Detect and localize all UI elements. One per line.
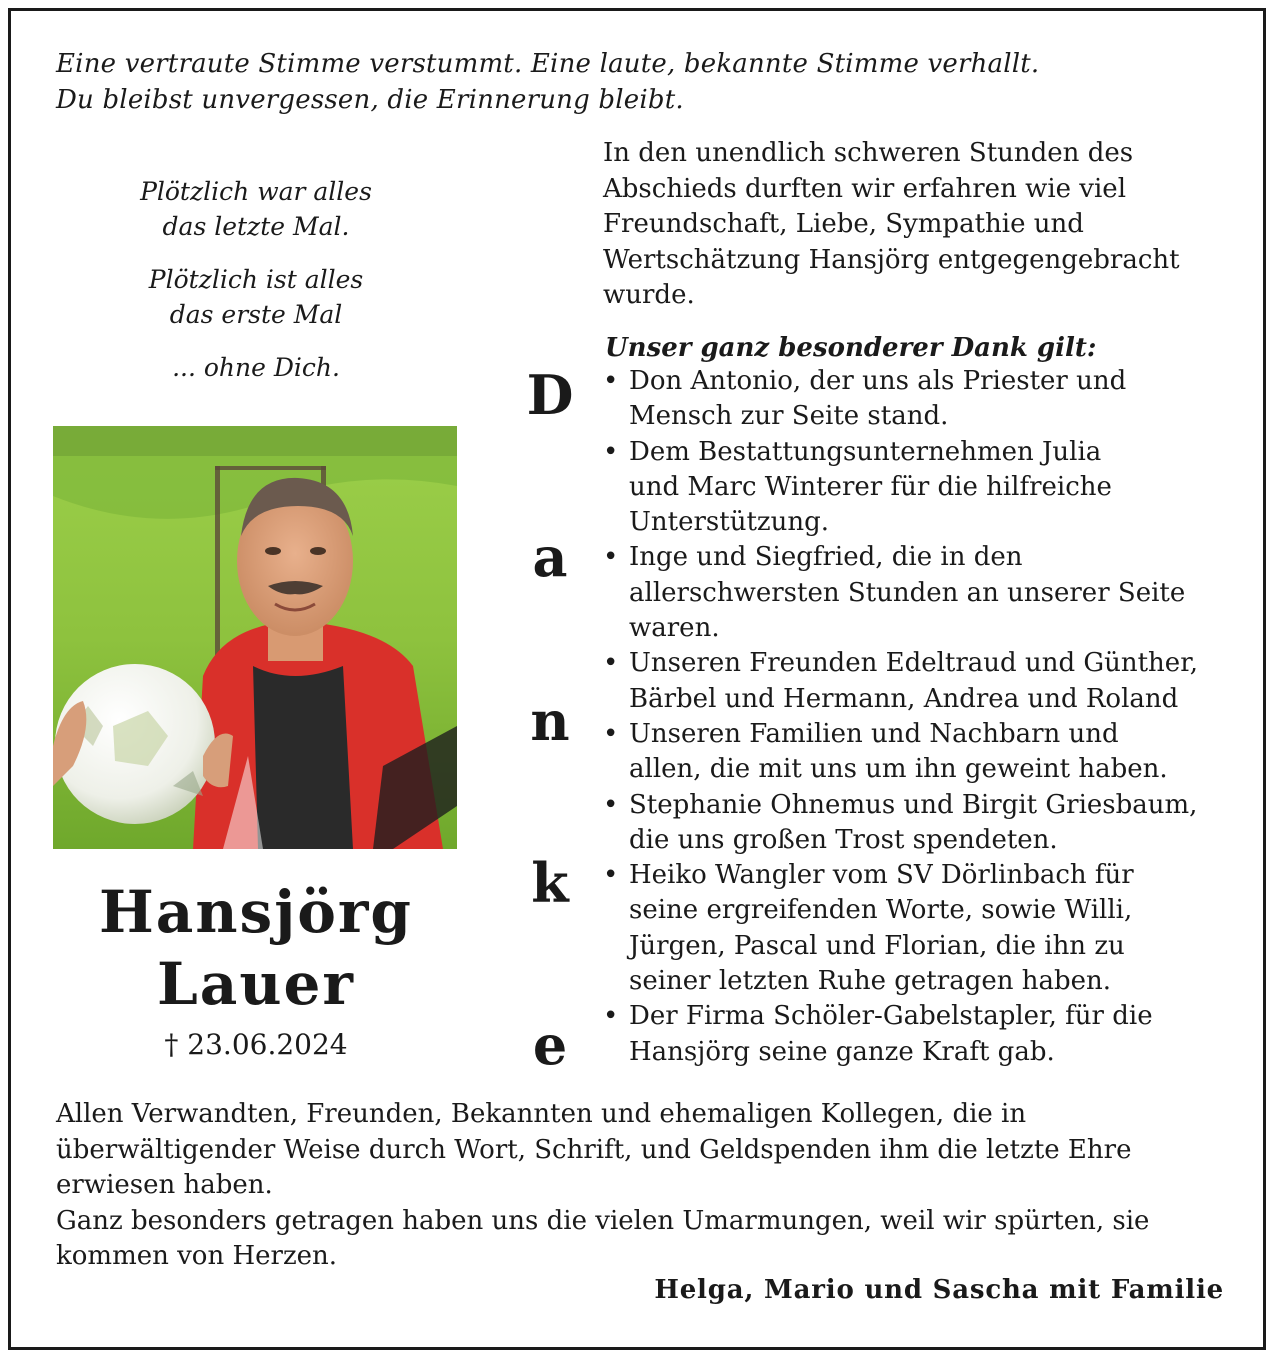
- thanks-heading: Unser ganz besonderer Dank gilt:: [605, 333, 1097, 363]
- item-line: seine ergreifenden Worte, sowie Willi,: [629, 895, 1133, 926]
- item-line: Dem Bestattungsunternehmen Julia: [629, 436, 1102, 467]
- bullet-icon: •: [603, 1001, 619, 1032]
- verse-stanza: [56, 350, 456, 385]
- verse-line: Plötzlich ist alles: [148, 265, 364, 294]
- item-line: Jürgen, Pascal und Florian, die ihn zu: [629, 930, 1125, 961]
- item-line: Hansjörg seine ganze Kraft gab.: [629, 1036, 1055, 1067]
- bullet-icon: •: [603, 860, 619, 891]
- item-line: Don Antonio, der uns als Priester und: [629, 366, 1127, 396]
- paragraph-line: wurde.: [603, 280, 695, 310]
- verse-stanza: [56, 262, 456, 332]
- closing-paragraph: [56, 1097, 1226, 1275]
- item-line: Bärbel und Hermann, Andrea und Roland: [629, 683, 1179, 714]
- bullet-icon: •: [603, 542, 619, 573]
- verse-line: das letzte Mal.: [162, 212, 350, 241]
- danke-letter: e: [532, 1013, 568, 1077]
- closing-line: Allen Verwandten, Freunden, Bekannten und ehemaligen Kollegen, die in: [56, 1099, 1027, 1129]
- danke-letter: n: [530, 689, 570, 753]
- death-date: † 23.06.2024: [164, 1028, 348, 1061]
- thanks-item: [603, 858, 1243, 999]
- first-name: Hansjörg: [99, 878, 413, 946]
- verse-line: ... ohne Dich.: [172, 353, 340, 382]
- bullet-icon: •: [603, 718, 619, 749]
- thanks-item: [603, 364, 1243, 435]
- item-line: Unseren Freunden Edeltraud und Günther,: [629, 648, 1199, 679]
- thanks-item: [603, 435, 1243, 541]
- closing-line: kommen von Herzen.: [56, 1241, 338, 1271]
- closing-line: erwiesen haben.: [56, 1170, 273, 1200]
- bullet-icon: •: [603, 436, 619, 467]
- item-line: allerschwersten Stunden an unserer Seite: [629, 577, 1186, 608]
- item-line: Unterstützung.: [629, 507, 830, 538]
- family-signature: Helga, Mario und Sascha mit Familie: [654, 1275, 1224, 1305]
- portrait-photo: [53, 426, 457, 849]
- danke-letter: D: [526, 363, 574, 427]
- last-name: Lauer: [157, 950, 355, 1018]
- bullet-icon: •: [603, 648, 619, 679]
- intro-line: Eine vertraute Stimme verstummt. Eine laute, bekannte Stimme verhallt.: [56, 49, 1040, 79]
- thanks-item: [603, 646, 1243, 717]
- item-line: Inge und Siegfried, die in den: [629, 542, 1023, 573]
- thanks-item: [603, 999, 1243, 1070]
- verse-line: Plötzlich war alles: [140, 177, 372, 206]
- thanks-item: [603, 717, 1243, 788]
- paragraph-line: In den unendlich schweren Stunden des: [603, 138, 1134, 168]
- intro-quote: [56, 46, 1216, 118]
- thanks-list: [603, 364, 1243, 1070]
- item-line: und Marc Winterer für die hilfreiche: [629, 471, 1112, 502]
- item-line: seiner letzten Ruhe getragen haben.: [629, 966, 1112, 997]
- paragraph-line: Abschieds durften wir erfahren wie viel: [603, 173, 1127, 204]
- closing-line: überwältigender Weise durch Wort, Schrift, und Geldspenden ihm die letzte Ehre: [56, 1134, 1132, 1165]
- intro-line: Du bleibst unvergessen, die Erinnerung bleibt.: [56, 85, 684, 115]
- item-line: Stephanie Ohnemus und Birgit Griesbaum,: [629, 789, 1198, 820]
- bullet-icon: •: [603, 366, 619, 396]
- item-line: Heiko Wangler vom SV Dörlinbach für: [629, 860, 1134, 891]
- item-line: Unseren Familien und Nachbarn und: [629, 718, 1119, 749]
- farewell-paragraph: [603, 136, 1243, 314]
- paragraph-line: Wertschätzung Hansjörg entgegengebracht: [603, 244, 1180, 275]
- deceased-name: [56, 876, 456, 1020]
- item-line: Mensch zur Seite stand.: [629, 401, 949, 432]
- closing-line: Ganz besonders getragen haben uns die vielen Umarmungen, weil wir spürten, sie: [56, 1205, 1150, 1236]
- verse-stanza: [56, 174, 456, 244]
- item-line: Der Firma Schöler-Gabelstapler, für die: [629, 1001, 1153, 1032]
- paragraph-line: Freundschaft, Liebe, Sympathie und: [603, 209, 1084, 239]
- thanks-item: [603, 788, 1243, 859]
- danke-letter: k: [531, 851, 569, 915]
- verse-line: das erste Mal: [169, 300, 343, 329]
- danke-letter: a: [532, 525, 568, 589]
- item-line: allen, die mit uns um ihn geweint haben.: [629, 754, 1168, 785]
- thanks-item: [603, 540, 1243, 646]
- bullet-icon: •: [603, 789, 619, 820]
- verse-block: [56, 174, 456, 403]
- item-line: waren.: [629, 613, 720, 644]
- item-line: die uns großen Trost spendeten.: [629, 824, 1058, 855]
